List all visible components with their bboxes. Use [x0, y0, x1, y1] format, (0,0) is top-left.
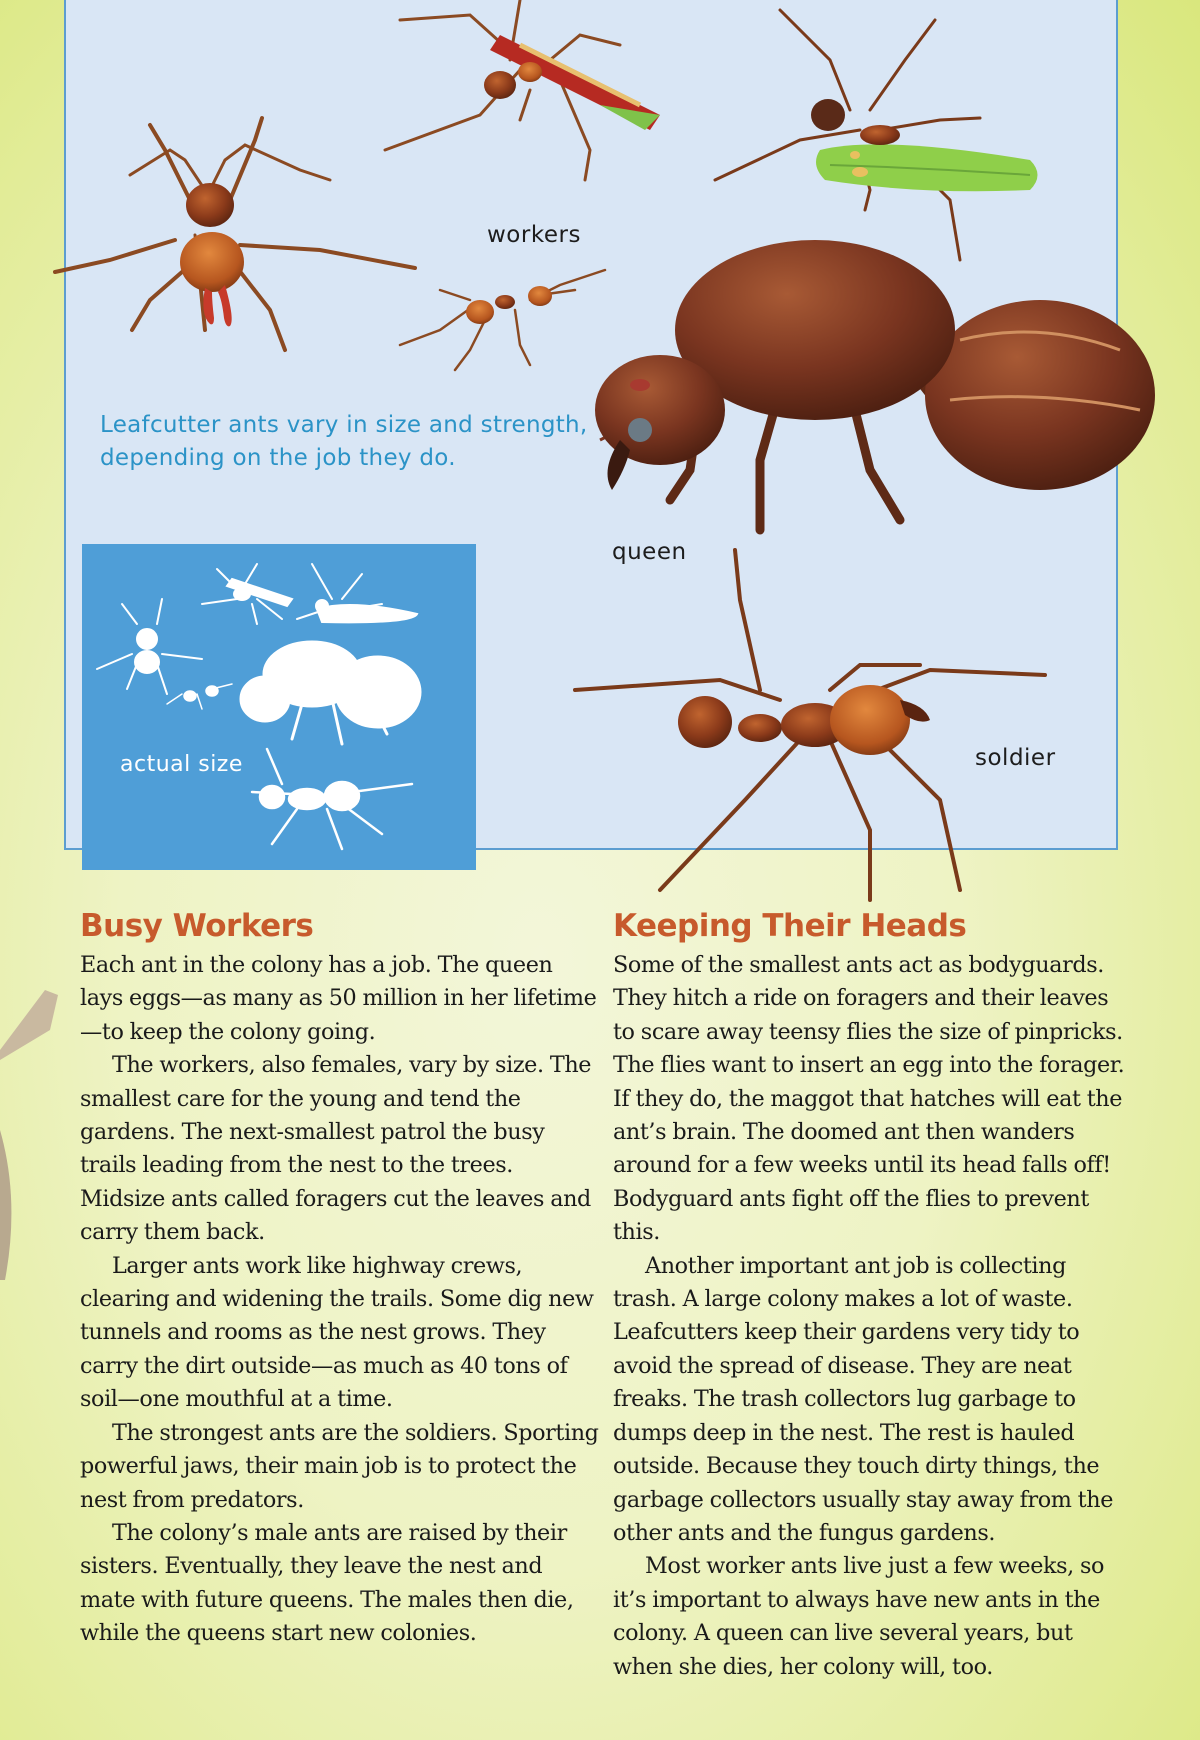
twig-decoration [0, 980, 70, 1360]
worker-ant-front [55, 118, 415, 350]
silhouette-worker-front [97, 599, 202, 694]
paragraph: The colony’s male ants are raised by their sisters. Eventually, they leave the nest and mate with future queens. The males then die, while the queens start new colonies. [80, 1519, 574, 1647]
worker-ant-with-leaf [715, 10, 980, 260]
worker-ant-small [400, 270, 605, 370]
silhouette-queen [241, 642, 420, 744]
paragraph: The workers, also females, vary by size. The smallest care for the young and tend the gardens. The next-smallest patrol the busy trails leading from the nest to the trees. Midsize ants called foragers cut the leaves and carry them back. [80, 1052, 592, 1246]
worker-ant-with-leaf-body [811, 99, 900, 145]
silhouette-worker-small [167, 684, 232, 709]
paragraph: Most worker ants live just a few weeks, so it’s important to always have new ants in the colony. A queen can live several years, but when she dies, her colony will, too. [613, 1553, 1105, 1680]
paragraph: Each ant in the colony has a job. The queen lays eggs—as many as 50 million in her lifetime—to keep the colony going. [80, 952, 597, 1045]
ant-silhouettes [82, 544, 476, 870]
paragraph: The strongest ants are the soldiers. Sporting powerful jaws, their main job is to protect the nest from predators. [80, 1419, 599, 1513]
actual-size-label: actual size [120, 752, 243, 777]
soldier-label: soldier [975, 745, 1056, 771]
silhouette-soldier [252, 749, 412, 849]
keeping-their-heads-heading: Keeping Their Heads [613, 908, 967, 944]
paragraph: Some of the smallest ants act as bodyguards. They hitch a ride on foragers and their leaves to scare away teensy flies the size of pinpricks. The flies want to insert an egg into the forager. If they do, the maggot that hatches will eat the ant’s brain. The doomed ant then wanders around for a few weeks until its head falls off! Bodyguard ants fight off the flies to prevent this. [613, 952, 1125, 1246]
paragraph: Larger ants work like highway crews, clearing and widening the trails. Some dig new tunnels and rooms as the nest grows. They carry the dirt outside—as much as 40 tons of soil—one mouthful at a time. [80, 1252, 594, 1413]
queen-label: queen [612, 539, 687, 565]
busy-workers-heading: Busy Workers [80, 908, 314, 944]
silhouette-worker-stem [202, 564, 292, 624]
green-leaf [816, 144, 1038, 191]
queen-ant [595, 240, 1155, 530]
workers-label: workers [487, 222, 581, 248]
worker-ant-small-body [466, 286, 552, 324]
soldier-ant [575, 550, 1045, 900]
paragraph: Another important ant job is collecting trash. A large colony makes a lot of waste. Leafcutters keep their gardens very tidy to avoid the spread of disease. They are neat freaks. The trash collectors lug garbage to dumps deep in the nest. The rest is hauled outside. Because they touch dirty things, the garbage collectors usually stay away from the other ants and the fungus gardens. [613, 1252, 1113, 1546]
photo-caption: Leafcutter ants vary in size and strength, depending on the job they do. [100, 412, 588, 471]
busy-workers-column [80, 905, 600, 1651]
worker-ant-with-stem-body [484, 62, 542, 99]
silhouette-worker-leaf [297, 564, 417, 622]
keeping-their-heads-column [613, 905, 1133, 1684]
actual-size-box [82, 544, 476, 870]
worker-ant-front-body [180, 183, 244, 326]
